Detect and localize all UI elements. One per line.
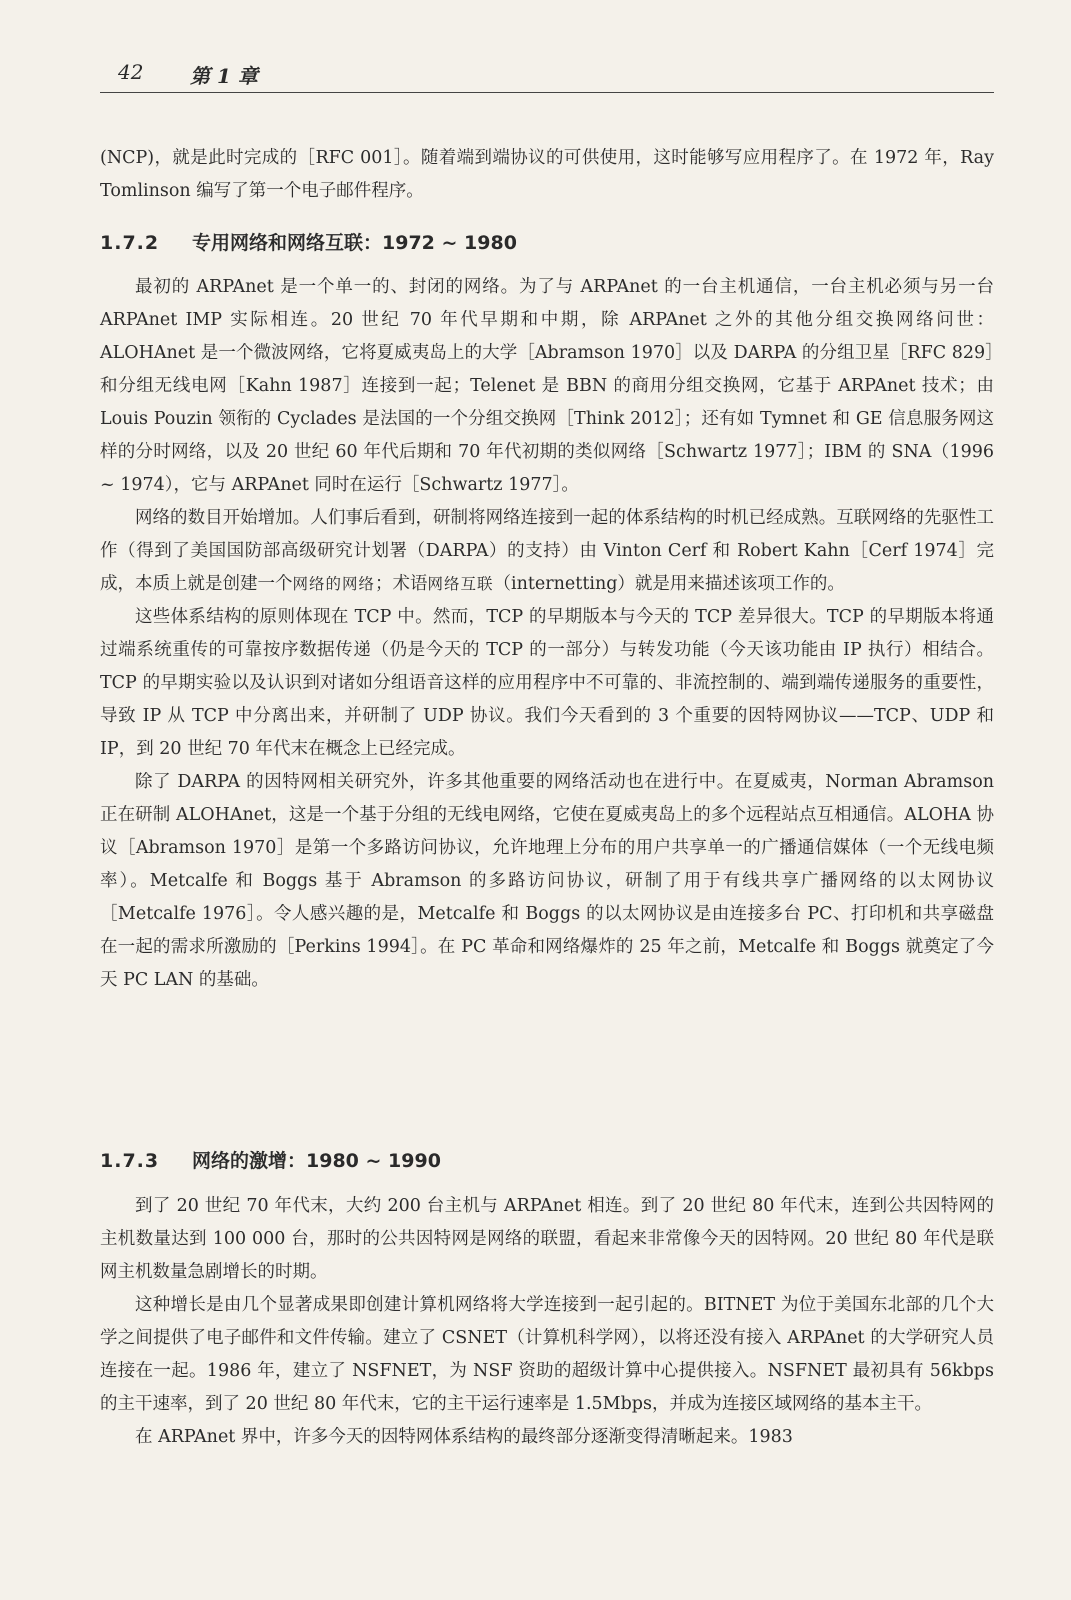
- paragraph: 除了 DARPA 的因特网相关研究外，许多其他重要的网络活动也在进行中。在夏威夷，Norman Abramson 正在研制 ALOHAnet，这是一个基于分组的无线电网络，它使在夏威夷岛上的多个远程站点互相通信。ALOHA 协议［Abramson 1970］是第一个多路访问协议，允许地理上分布的用户共享单一的广播通信媒体（一个无线电频率）。Metcalfe 和 Boggs 基于 Abramson 的多路访问协议，研制了用于有线共享广播网络的以太网协议［Metcalfe 1976］。令人感兴趣的是，Metcalfe 和 Boggs 的以太网协议是由连接多台 PC、打印机和共享磁盘在一起的需求所激励的［Perkins 1994］。在 PC 革命和网络爆炸的 25 年之前，Metcalfe 和 Boggs 就奠定了今天 PC LAN 的基础。: [100, 772, 994, 990]
- page-number: 42: [118, 60, 144, 84]
- section-heading-1-7-3: [100, 1146, 441, 1173]
- paragraph-text: 网络的数目开始增加。人们事后看到，研制将网络连接到一起的体系结构的时机已经成熟。互联网络的先驱性工作（得到了美国国防部高级研究计划署（DARPA）的支持）由 Vinton Cerf 和 Robert Kahn［Cerf 1974］完成，本质上就是创建一个: [100, 508, 994, 594]
- section-heading-1-7-2: [100, 228, 517, 255]
- intro-paragraph: (NCP)，就是此时完成的［RFC 001］。随着端到端协议的可供使用，这时能够写应用程序了。在 1972 年，Ray Tomlinson 编写了第一个电子邮件程序。: [100, 148, 994, 201]
- running-header: [100, 50, 994, 93]
- intro-paragraph-block: [100, 142, 994, 208]
- paragraph: 到了 20 世纪 70 年代末，大约 200 台主机与 ARPAnet 相连。到了 20 世纪 80 年代末，连到公共因特网的主机数量达到 100 000 台，那时的公共因特网是网络的联盟，看起来非常像今天的因特网。20 世纪 80 年代是联网主机数量急剧增长的时期。: [100, 1196, 994, 1282]
- section-number: 1.7.2: [100, 232, 160, 254]
- paragraph: 在 ARPAnet 界中，许多今天的因特网体系结构的最终部分逐渐变得清晰起来。1983: [135, 1427, 793, 1447]
- emphasized-term: 网络的网络: [292, 575, 376, 593]
- section-1-7-2-body: [100, 271, 994, 997]
- chapter-label: 第 1 章: [190, 64, 258, 88]
- paragraph-text: （internetting）就是用来描述该项工作的。: [493, 574, 845, 594]
- section-title: 专用网络和网络互联：1972 ~ 1980: [192, 232, 517, 254]
- paragraph: 这种增长是由几个显著成果即创建计算机网络将大学连接到一起引起的。BITNET 为位于美国东北部的几个大学之间提供了电子邮件和文件传输。建立了 CSNET（计算机科学网），以将还没有接入 ARPAnet 的大学研究人员连接在一起。1986 年，建立了 NSFNET，为 NSF 资助的超级计算中心提供接入。NSFNET 最初具有 56kbps 的主干速率，到了 20 世纪 80 年代末，它的主干运行速率是 1.5Mbps，并成为连接区域网络的基本主干。: [100, 1295, 994, 1414]
- section-1-7-3-body: [100, 1190, 994, 1454]
- paragraph: 这些体系结构的原则体现在 TCP 中。然而，TCP 的早期版本与今天的 TCP 差异很大。TCP 的早期版本将通过端系统重传的可靠按序数据传递（仍是今天的 TCP 的一部分）与转发功能（今天该功能由 IP 执行）相结合。TCP 的早期实验以及认识到对诸如分组语音这样的应用程序中不可靠的、非流控制的、端到端传递服务的重要性，导致 IP 从 TCP 中分离出来，并研制了 UDP 协议。我们今天看到的 3 个重要的因特网协议——TCP、UDP 和 IP，到 20 世纪 70 年代末在概念上已经完成。: [100, 607, 994, 759]
- emphasized-term: 网络互联: [427, 575, 494, 593]
- section-title: 网络的激增：1980 ~ 1990: [192, 1150, 441, 1172]
- paragraph: [100, 502, 994, 601]
- paragraph-text: ；术语: [375, 574, 428, 594]
- section-number: 1.7.3: [100, 1150, 160, 1172]
- paragraph: 最初的 ARPAnet 是一个单一的、封闭的网络。为了与 ARPAnet 的一台主机通信，一台主机必须与另一台 ARPAnet IMP 实际相连。20 世纪 70 年代早期和中期，除 ARPAnet 之外的其他分组交换网络问世：ALOHAnet 是一个微波网络，它将夏威夷岛上的大学［Abramson 1970］以及 DARPA 的分组卫星［RFC 829］和分组无线电网［Kahn 1987］连接到一起；Telenet 是 BBN 的商用分组交换网，它基于 ARPAnet 技术；由 Louis Pouzin 领衔的 Cyclades 是法国的一个分组交换网［Think 2012］；还有如 Tymnet 和 GE 信息服务网这样的分时网络，以及 20 世纪 60 年代后期和 70 年代初期的类似网络［Schwartz 1977］；IBM 的 SNA（1996 ~ 1974），它与 ARPAnet 同时在运行［Schwartz 1977］。: [100, 277, 994, 495]
